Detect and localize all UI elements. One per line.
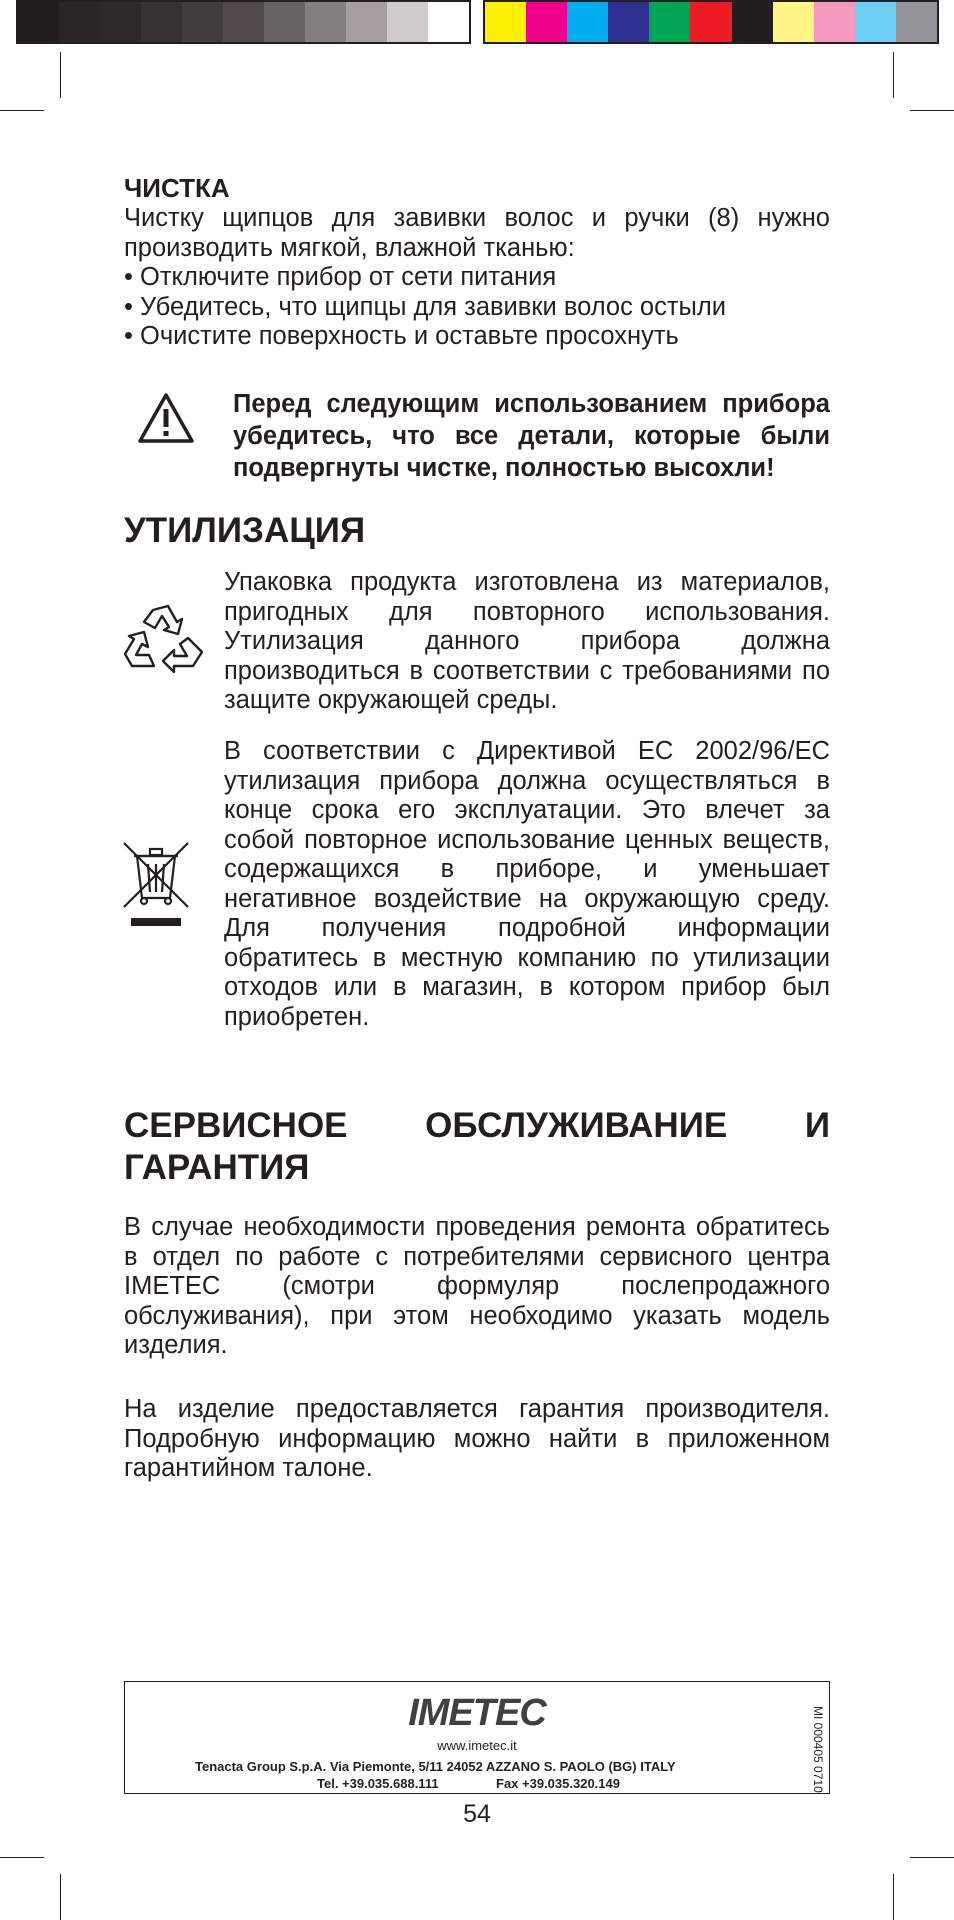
service-warranty-text: На изделие предоставляется гарантия производителя. Подробную информацию можно найти в приложенном гарантийном талоне.	[124, 1395, 830, 1482]
disposal-packaging-text: Упаковка продукта изготовлена из материалов, пригодных для повторного использования. Утилизация данного прибора должна производиться в соответствии с требованиями по защите окружающей среды.	[224, 568, 830, 714]
color-swatch	[526, 2, 567, 42]
recycle-icon	[122, 600, 208, 680]
gray-swatch	[141, 2, 182, 42]
manufacturer-info-box	[124, 1681, 830, 1794]
website-link[interactable]: www.imetec.it	[437, 1738, 517, 1753]
color-swatch	[649, 2, 690, 42]
imetec-logo: IMETEC	[408, 1692, 546, 1734]
page-number: 54	[463, 1800, 491, 1828]
disposal-heading: УТИЛИЗАЦИЯ	[124, 511, 366, 550]
gray-swatch	[387, 2, 428, 42]
gray-swatch	[59, 2, 100, 42]
disposal-weee-text: В соответствии с Директивой ЕС 2002/96/ЕС утилизация прибора должна осуществляться в конце срока его эксплуатации. Это влечет за собой повторное использование ценных веществ, содержащихся в приборе, и уменьшает негативное воздействие на окружающую среду. Для получения подробной информации обратитесь в местную компанию по утилизации отходов или в магазин, в котором прибор был приобретен.	[224, 737, 830, 1031]
color-calibration-bar	[483, 0, 939, 44]
crop-mark	[60, 52, 61, 98]
color-swatch	[690, 2, 731, 42]
document-code: MI 000405 0710	[811, 1706, 825, 1793]
crop-mark	[893, 1874, 894, 1920]
color-swatch	[814, 2, 855, 42]
crop-mark	[0, 110, 44, 111]
cleaning-bullet: • Убедитесь, что щипцы для завивки волос остыли	[124, 292, 726, 321]
gray-swatch	[223, 2, 264, 42]
cleaning-heading: ЧИСТКА	[124, 173, 230, 203]
gray-swatch	[346, 2, 387, 42]
cleaning-bullet: • Очистите поверхность и оставьте просохнуть	[124, 322, 679, 350]
gray-swatch	[305, 2, 346, 42]
gray-swatch	[264, 2, 305, 42]
crop-mark	[910, 110, 954, 111]
service-heading-line2: ГАРАНТИЯ	[124, 1148, 310, 1187]
color-swatch	[855, 2, 896, 42]
service-heading-word: И	[804, 1106, 830, 1145]
gray-swatch	[182, 2, 223, 42]
fax: Fax +39.035.320.149	[496, 1776, 620, 1791]
service-repair-text: В случае необходимости проведения ремонта обратитесь в отдел по работе с потребителями сервисного центра IMETEC (смотри формуляр послепродажного обслуживания), при этом необходимо указать модель изделия.	[124, 1213, 830, 1359]
color-swatch	[732, 2, 773, 42]
grayscale-calibration-bar	[16, 0, 471, 44]
warning-triangle-icon	[137, 392, 195, 444]
color-swatch	[485, 2, 526, 42]
company-address: Tenacta Group S.p.A. Via Piemonte, 5/11 24052 AZZANO S. PAOLO (BG) ITALY	[195, 1759, 676, 1774]
crop-mark	[910, 1857, 954, 1858]
crossed-bin-icon	[122, 840, 190, 928]
cleaning-bullet: • Отключите прибор от сети питания	[124, 263, 557, 291]
crop-mark	[893, 52, 894, 98]
cleaning-section	[124, 172, 830, 352]
service-heading	[124, 1105, 830, 1189]
color-swatch	[608, 2, 649, 42]
color-swatch	[567, 2, 608, 42]
gray-swatch	[100, 2, 141, 42]
service-heading-line1	[124, 1105, 830, 1147]
telephone: Tel. +39.035.688.111	[317, 1776, 439, 1791]
gray-swatch	[428, 2, 469, 42]
service-heading-word: ОБСЛУЖИВАНИЕ	[425, 1106, 728, 1145]
color-swatch	[896, 2, 937, 42]
crop-mark	[0, 1857, 44, 1858]
color-swatch	[773, 2, 814, 42]
cleaning-intro: Чистку щипцов для завивки волос и ручки (8) нужно производить мягкой, влажной тканью:	[124, 204, 830, 262]
cleaning-warning: Перед следующим использованием прибора убедитесь, что все детали, которые были подвергнуты чистке, полностью высохли!	[233, 390, 830, 482]
gray-swatch	[18, 2, 59, 42]
crop-mark	[60, 1874, 61, 1920]
service-heading-word: СЕРВИСНОЕ	[124, 1106, 348, 1145]
